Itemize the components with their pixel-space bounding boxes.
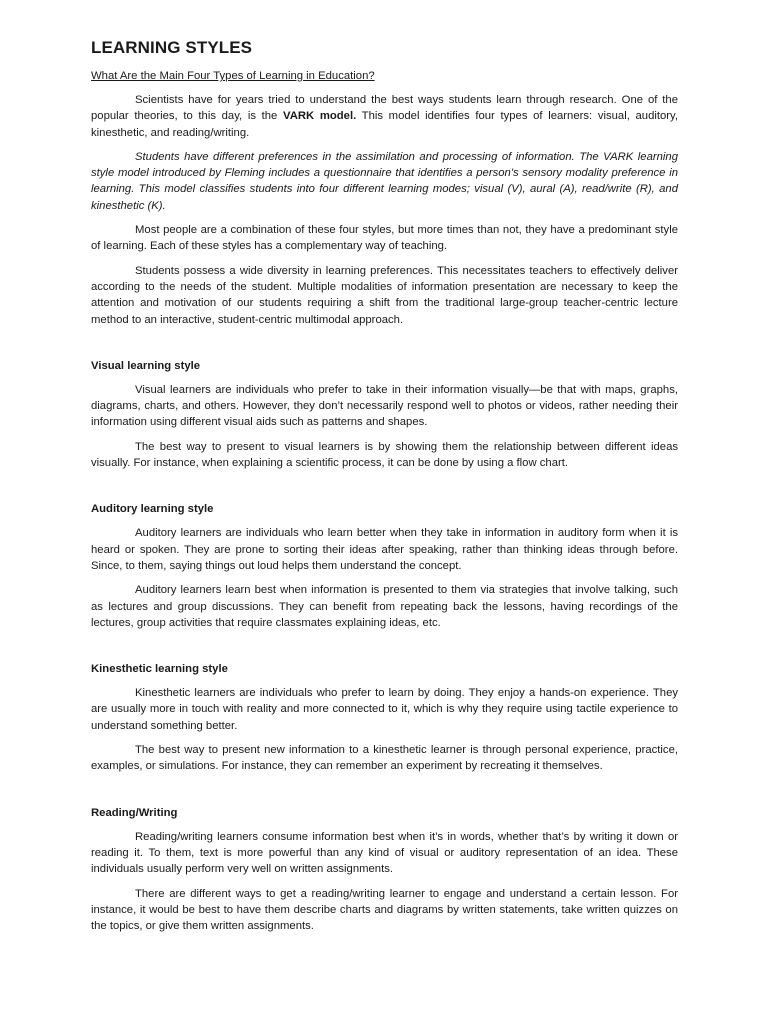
- page-subtitle: What Are the Main Four Types of Learning in Education?: [91, 70, 375, 82]
- visual-paragraph-2: The best way to present to visual learners is by showing them the relationship between different ideas visually. For instance, when explaining a scientific process, it can be done by using a flow chart.: [91, 440, 678, 470]
- section-auditory: [91, 501, 678, 631]
- section-heading-auditory: Auditory learning style: [91, 503, 214, 516]
- vark-model-term: VARK model.: [283, 110, 357, 123]
- intro-paragraph-1: [91, 92, 678, 141]
- reading-paragraph-1: Reading/writing learners consume information best when it’s in words, whether that’s by writing it down or reading it. To them, text is more powerful than any kind of visual or auditory representation of an idea. These individuals usually perform very well on written assignments.: [91, 830, 678, 876]
- section-reading-writing: [91, 805, 678, 935]
- page-title: LEARNING STYLES: [91, 38, 253, 57]
- intro-paragraph-2: Students have different preferences in the assimilation and processing of information. The VARK learning style model introduced by Fleming includes a questionnaire that identifies a person's sensory modality preference in learning. This model classifies students into four different learning modes; visual (V), aural (A), read/write (R), and kinesthetic (K).: [91, 150, 678, 212]
- intro-p1-text-end: This model identifies four types of learners: visual, auditory, kinesthetic, and reading/writing.: [91, 110, 678, 139]
- section-kinesthetic: [91, 661, 678, 774]
- kinesthetic-paragraph-1: Kinesthetic learners are individuals who prefer to learn by doing. They enjoy a hands-on experience. They are usually more in touch with reality and more connected to it, which is why they require using tactile experience to understand something better.: [91, 687, 678, 732]
- section-heading-kinesthetic: Kinesthetic learning style: [91, 663, 228, 676]
- intro-paragraph-3: Most people are a combination of these four styles, but more times than not, they have a predominant style of learning. Each of these styles has a complementary way of teaching.: [91, 224, 678, 253]
- intro-paragraph-4: Students possess a wide diversity in learning preferences. This necessitates teachers to effectively deliver according to the needs of the student. Multiple modalities of information presentation are necessary to keep the attention and motivation of our students requiring a shift from the traditional large-group teacher-centric lecture method to an interactive, student-centric multimodal approach.: [91, 264, 678, 326]
- section-heading-visual: Visual learning style: [91, 359, 201, 372]
- reading-paragraph-2: There are different ways to get a reading/writing learner to engage and understand a certain lesson. For instance, it would be best to have them describe charts and diagrams by written statements, take written quizzes on the topics, or give them written assignments.: [91, 887, 678, 933]
- kinesthetic-paragraph-2: The best way to present new information to a kinesthetic learner is through personal experience, practice, examples, or simulations. For instance, they can remember an experiment by recreating it themselves.: [91, 744, 678, 773]
- section-visual: [91, 358, 678, 471]
- visual-paragraph-1: Visual learners are individuals who prefer to take in their information visually—be that with maps, graphs, diagrams, charts, and others. However, they don’t necessarily respond well to photos or videos, rather needing their information using different visual aids such as patterns and shapes.: [91, 383, 678, 429]
- auditory-paragraph-2: Auditory learners learn best when information is presented to them via strategies that involve talking, such as lectures and group discussions. They can benefit from repeating back the lessons, having recordings of the lectures, group activities that require classmates explaining ideas, etc.: [91, 584, 678, 629]
- auditory-paragraph-1: Auditory learners are individuals who learn better when they take in information in auditory form when it is heard or spoken. They are prone to sorting their ideas after speaking, rather than thinking ideas through before. Since, to them, saying things out loud helps them understand the concept.: [91, 527, 678, 572]
- section-heading-reading-writing: Reading/Writing: [91, 806, 178, 819]
- intro-p1-text-start: Scientists have for years tried to understand the best ways students learn through research. One of the popular theories, to this day, is the: [91, 94, 678, 123]
